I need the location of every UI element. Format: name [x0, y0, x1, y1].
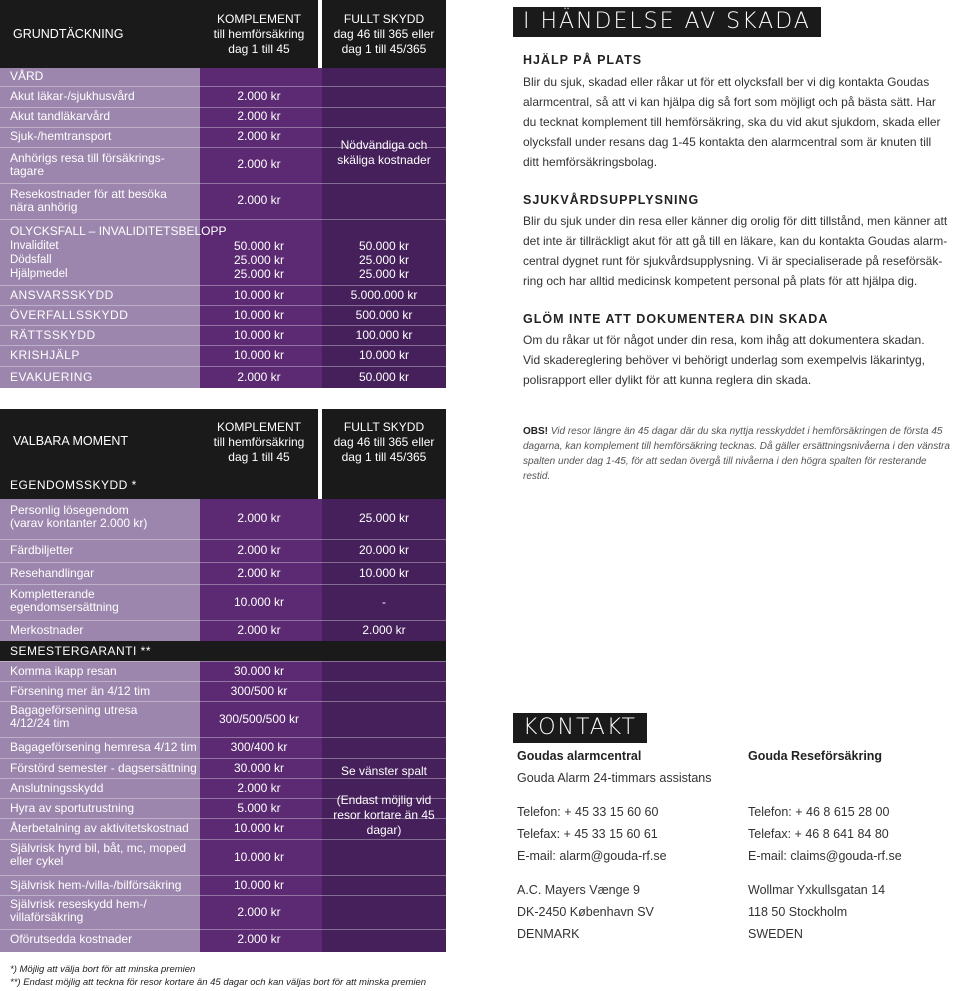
row-fullt: 5.000.000 kr [350, 288, 418, 302]
table2-header-col3 [322, 409, 446, 499]
row-fullt: 10.000 kr [358, 348, 410, 362]
kontakt-banner: KONTAKT [513, 713, 647, 743]
text-line: Om du råkar ut för något under din resa, kom ihåg att dokumentera skadan. [523, 333, 925, 347]
condition-line2: resor kortare än 45 [333, 808, 435, 822]
row-label-line1: Kompletterande [10, 587, 95, 601]
row-fullt: 500.000 kr [355, 308, 413, 322]
olycksfall-fullt: 25.000 kr [358, 267, 410, 281]
table-row [0, 107, 446, 127]
semester-fullt-note: Se vänster spalt [340, 764, 428, 778]
text-line: Vid skadereglering behöver vi behörigt underlag som exempelvis läkarintyg, [523, 353, 925, 367]
row-fullt: 10.000 kr [358, 566, 410, 580]
heading-dokumentera: GLÖM INTE ATT DOKUMENTERA DIN SKADA [523, 312, 829, 326]
row-label-line1: Oförutsedda kostnader [10, 932, 133, 946]
row-label: RÄTTSSKYDD [10, 328, 96, 342]
col3-head-line3: dag 1 till 45/365 [341, 42, 427, 56]
row-label: ÖVERFALLSSKYDD [10, 308, 129, 322]
row-label [10, 822, 189, 835]
condition-line1: (Endast möjlig vid [336, 793, 432, 807]
vard-fullt-line2: skäliga kostnader [337, 153, 431, 167]
text-line: alarmcentral, så att vi kan hjälpa dig så fort som möjligt och på bästa sätt. Har [523, 95, 936, 109]
row-komplement: 2.000 kr [237, 511, 281, 525]
row-label: KRISHJÄLP [10, 348, 80, 362]
olycksfall-komplement: 25.000 kr [233, 253, 285, 267]
text-line: Blir du sjuk, skadad eller råkar ut för ett olycksfall ber vi dig kontakta Goudas [523, 75, 930, 89]
heading-hjalp: HJÄLP PÅ PLATS [523, 53, 643, 67]
text-line: Blir du sjuk under din resa eller känner dig orolig för ditt tillstånd, men känner att [523, 214, 948, 228]
row-label-line2: (varav kontanter 2.000 kr) [10, 516, 148, 530]
skada-banner: I HÄNDELSE AV SKADA [513, 7, 821, 37]
section-vard-label: VÅRD [10, 69, 44, 83]
olycksfall-label: Dödsfall [10, 254, 52, 266]
row-komplement: 30.000 kr [233, 761, 285, 775]
row-label-line1: Självrisk hyrd bil, båt, mc, moped [10, 841, 187, 855]
section-egendom-label: EGENDOMSSKYDD * [10, 478, 137, 492]
row-fullt: 20.000 kr [358, 543, 410, 557]
table-row [0, 366, 446, 388]
footnote-2: **) Endast möjlig att teckna för resor kortare än 45 dagar och kan väljas bort för att minska premien [10, 977, 427, 988]
table-row [0, 285, 446, 305]
row-label [10, 782, 103, 795]
row-label-line2: nära anhörig [10, 200, 78, 214]
col3-head-line2: dag 46 till 365 eller [333, 27, 435, 41]
section-vard [0, 68, 446, 86]
table-row [0, 539, 446, 562]
table2-header-col2 [200, 409, 318, 499]
row-label-line1: Förstörd semester - dagsersättning [10, 761, 197, 775]
row-label-line2: tagare [10, 164, 45, 178]
section-semester [0, 641, 446, 661]
contact-phone[interactable]: Telefon: + 46 8 615 28 00 [748, 805, 890, 819]
table-row [0, 183, 446, 219]
row-label [10, 879, 181, 892]
col3-head-line1: FULLT SKYDD [343, 420, 425, 434]
contact-subtitle: Gouda Alarm 24-timmars assistans [517, 771, 712, 785]
col2-head-line3: dag 1 till 45 [228, 450, 290, 464]
text-line: olycksfall under resans dag 1-45 kontakta den alarmcentral som är knuten till [523, 135, 932, 149]
row-label-line1: Självrisk reseskydd hem-/ [10, 897, 147, 911]
row-label-line1: Återbetalning av aktivitetskostnad [10, 821, 189, 835]
row-label-line1: Komma ikapp resan [10, 664, 117, 678]
table-row [0, 499, 446, 539]
olycksfall-fullt: 50.000 kr [358, 239, 410, 253]
row-label-line2: egendomsersättning [10, 600, 119, 614]
heading-sjukvard: SJUKVÅRDSUPPLYSNING [523, 193, 700, 207]
contact-phone[interactable]: Telefon: + 45 33 15 60 60 [517, 805, 659, 819]
col2-head-line2: till hemförsäkring [213, 27, 305, 41]
table1-col2-head [200, 12, 318, 57]
row-label: Merkostnader [10, 623, 84, 637]
row-fullt: 50.000 kr [358, 370, 410, 384]
row-komplement: 2.000 kr [237, 109, 281, 123]
row-label [10, 933, 132, 946]
olycksfall-komplement: 25.000 kr [233, 267, 285, 281]
row-komplement: 10.000 kr [233, 595, 285, 609]
table-row [0, 562, 446, 584]
row-komplement: 10.000 kr [233, 878, 285, 892]
table-row [0, 325, 446, 345]
row-komplement: 300/500/500 kr [218, 712, 300, 726]
row-label: Resehandlingar [10, 566, 95, 580]
row-komplement: 10.000 kr [233, 850, 285, 864]
row-komplement: 2.000 kr [237, 623, 281, 637]
contact-email[interactable]: E-mail: claims@gouda-rf.se [748, 849, 902, 863]
col3-head-line2: dag 46 till 365 eller [333, 435, 435, 449]
text-line: polisrapport eller dylikt för att kunna reglera din skada. [523, 373, 812, 387]
table-row [0, 895, 446, 929]
paragraph-hjalp [523, 72, 959, 172]
table-row [0, 305, 446, 325]
col3-head-line3: dag 1 till 45/365 [341, 450, 427, 464]
row-label [10, 842, 186, 868]
col2-head-line1: KOMPLEMENT [216, 12, 301, 26]
row-label-line2: villaförsäkring [10, 910, 84, 924]
table-row [0, 661, 446, 681]
table-row [0, 929, 446, 949]
row-komplement: 2.000 kr [237, 543, 281, 557]
row-label [10, 685, 150, 698]
obs-text: Vid resor längre än 45 dagar där du ska nyttja resskyddet i hemförsäkringen de första 45 dagarna, kan komplement till hemförsäkring tecknas. Då gäller ersättningsnivåerna i den vänstra spalten under dag 1-45, för att sedan övergå till nivåerna i den högra spalten för resterande restid. [523, 426, 950, 482]
row-komplement: 2.000 kr [237, 370, 281, 384]
paragraph-dokumentera [523, 330, 959, 390]
table2-header-col1 [0, 409, 200, 499]
row-komplement: 2.000 kr [237, 566, 281, 580]
table2-title: VALBARA MOMENT [13, 434, 129, 448]
row-komplement: 10.000 kr [233, 308, 285, 322]
row-label [10, 152, 165, 178]
row-komplement: 2.000 kr [237, 157, 281, 171]
row-label: Akut läkar-/sjukhusvård [10, 89, 135, 103]
row-label [10, 802, 134, 815]
row-komplement: 2.000 kr [237, 129, 281, 143]
table-row [0, 86, 446, 107]
table-row [0, 839, 446, 875]
contact-address-line: DENMARK [517, 927, 580, 941]
olycksfall-komplement: 50.000 kr [233, 239, 285, 253]
row-label: Sjuk-/hemtransport [10, 129, 112, 143]
row-label-line1: Resekostnader för att besöka [10, 187, 167, 201]
paragraph-sjukvard [523, 211, 959, 291]
row-label [10, 588, 119, 614]
contact-address-line: DK-2450 København SV [517, 905, 654, 919]
row-label: Akut tandläkarvård [10, 109, 111, 123]
row-label-line2: 4/12/24 tim [10, 716, 70, 730]
vard-fullt-line1: Nödvändiga och [340, 138, 428, 152]
contact-name: Goudas alarmcentral [517, 749, 642, 763]
row-label-line1: Bagageförsening utresa [10, 703, 138, 717]
text-line: du tecknat komplement till hemförsäkring, ska du vid akut sjukdom, skada eller [523, 115, 941, 129]
footnote-1: *) Möjlig att välja bort för att minska premien [10, 964, 196, 975]
row-label-line1: Anhörigs resa till försäkrings- [10, 151, 165, 165]
section-semester-label: SEMESTERGARANTI ** [10, 644, 152, 658]
condition-line3: dagar) [366, 823, 402, 837]
row-komplement: 30.000 kr [233, 664, 285, 678]
text-line: ditt hemförsäkringsbolag. [523, 155, 658, 169]
col3-head-line1: FULLT SKYDD [343, 12, 425, 26]
semester-fullt-condition [322, 793, 446, 838]
row-komplement: 10.000 kr [233, 328, 285, 342]
obs-label: OBS! [523, 426, 548, 437]
row-label [10, 741, 197, 754]
table-row [0, 620, 446, 641]
contact-address-line: Wollmar Yxkullsgatan 14 [748, 883, 886, 897]
row-fullt: 25.000 kr [358, 511, 410, 525]
col2-head-line1: KOMPLEMENT [216, 420, 301, 434]
olycksfall-title: OLYCKSFALL – INVALIDITETSBELOPP [10, 224, 227, 238]
table1-title: GRUNDTÄCKNING [13, 27, 124, 41]
contact-name: Gouda Reseförsäkring [748, 749, 883, 763]
obs-note [523, 424, 953, 484]
row-komplement: 2.000 kr [237, 89, 281, 103]
contact-address-line: 118 50 Stockholm [748, 905, 848, 919]
row-label: ANSVARSSKYDD [10, 288, 114, 302]
row-komplement: 2.000 kr [237, 193, 281, 207]
contact-address-line: A.C. Mayers Vænge 9 [517, 883, 640, 897]
row-label-line1: Personlig lösegendom [10, 503, 129, 517]
row-komplement: 5.000 kr [237, 801, 281, 815]
table2-col2-head [200, 420, 318, 465]
table-row [0, 345, 446, 366]
contact-email[interactable]: E-mail: alarm@gouda-rf.se [517, 849, 667, 863]
row-label-line1: Försening mer än 4/12 tim [10, 684, 151, 698]
row-komplement: 300/500 kr [230, 684, 288, 698]
olycksfall-block [0, 219, 446, 285]
table1-header-col3 [322, 0, 446, 68]
row-fullt: 2.000 kr [362, 623, 406, 637]
row-label [10, 898, 147, 924]
text-line: det inte är tillräckligt akut för att gå till en läkare, kan du kontakta Goudas alarm- [523, 234, 948, 248]
row-fullt: - [382, 595, 386, 609]
row-label [10, 762, 197, 775]
row-label: EVAKUERING [10, 370, 93, 384]
row-komplement: 10.000 kr [233, 348, 285, 362]
table-row [0, 875, 446, 895]
row-label [10, 188, 167, 214]
table2-col3-head [322, 420, 446, 465]
text-line: central dygnet runt för sjukvårdsupplysning. Vi är specialiserade på reseförsäk- [523, 254, 943, 268]
col2-head-line2: till hemförsäkring [213, 435, 305, 449]
contact-fax: Telefax: + 45 33 15 60 61 [517, 827, 658, 841]
table1-header-col1 [0, 0, 200, 68]
table1-col3-head [322, 12, 446, 57]
row-label-line1: Bagageförsening hemresa 4/12 tim [10, 740, 197, 754]
contact-address-line: SWEDEN [748, 927, 803, 941]
row-fullt: 100.000 kr [355, 328, 413, 342]
text-line: ring och har alltid medicinsk kompetent personal på plats för att hjälpa dig. [523, 274, 918, 288]
row-komplement: 300/400 kr [230, 740, 288, 754]
row-label [10, 704, 137, 730]
row-label [10, 504, 147, 530]
contact-fax: Telefax: + 46 8 641 84 80 [748, 827, 889, 841]
row-label-line1: Anslutningsskydd [10, 781, 104, 795]
row-label-line1: Självrisk hem-/villa-/bilförsäkring [10, 878, 182, 892]
row-komplement: 10.000 kr [233, 821, 285, 835]
row-komplement: 2.000 kr [237, 781, 281, 795]
olycksfall-label: Hjälpmedel [10, 268, 68, 280]
row-komplement: 10.000 kr [233, 288, 285, 302]
table-row [0, 737, 446, 758]
table-row [0, 681, 446, 701]
olycksfall-label: Invaliditet [10, 240, 59, 252]
row-label: Färdbiljetter [10, 543, 74, 557]
row-label-line1: Hyra av sportutrustning [10, 801, 135, 815]
row-komplement: 2.000 kr [237, 905, 281, 919]
col2-head-line3: dag 1 till 45 [228, 42, 290, 56]
table-row [0, 584, 446, 620]
table1-header-col2 [200, 0, 318, 68]
row-label [10, 665, 117, 678]
olycksfall-fullt: 25.000 kr [358, 253, 410, 267]
vard-fullt-note [322, 138, 446, 168]
table-row [0, 701, 446, 737]
row-label-line2: eller cykel [10, 854, 64, 868]
row-komplement: 2.000 kr [237, 932, 281, 946]
